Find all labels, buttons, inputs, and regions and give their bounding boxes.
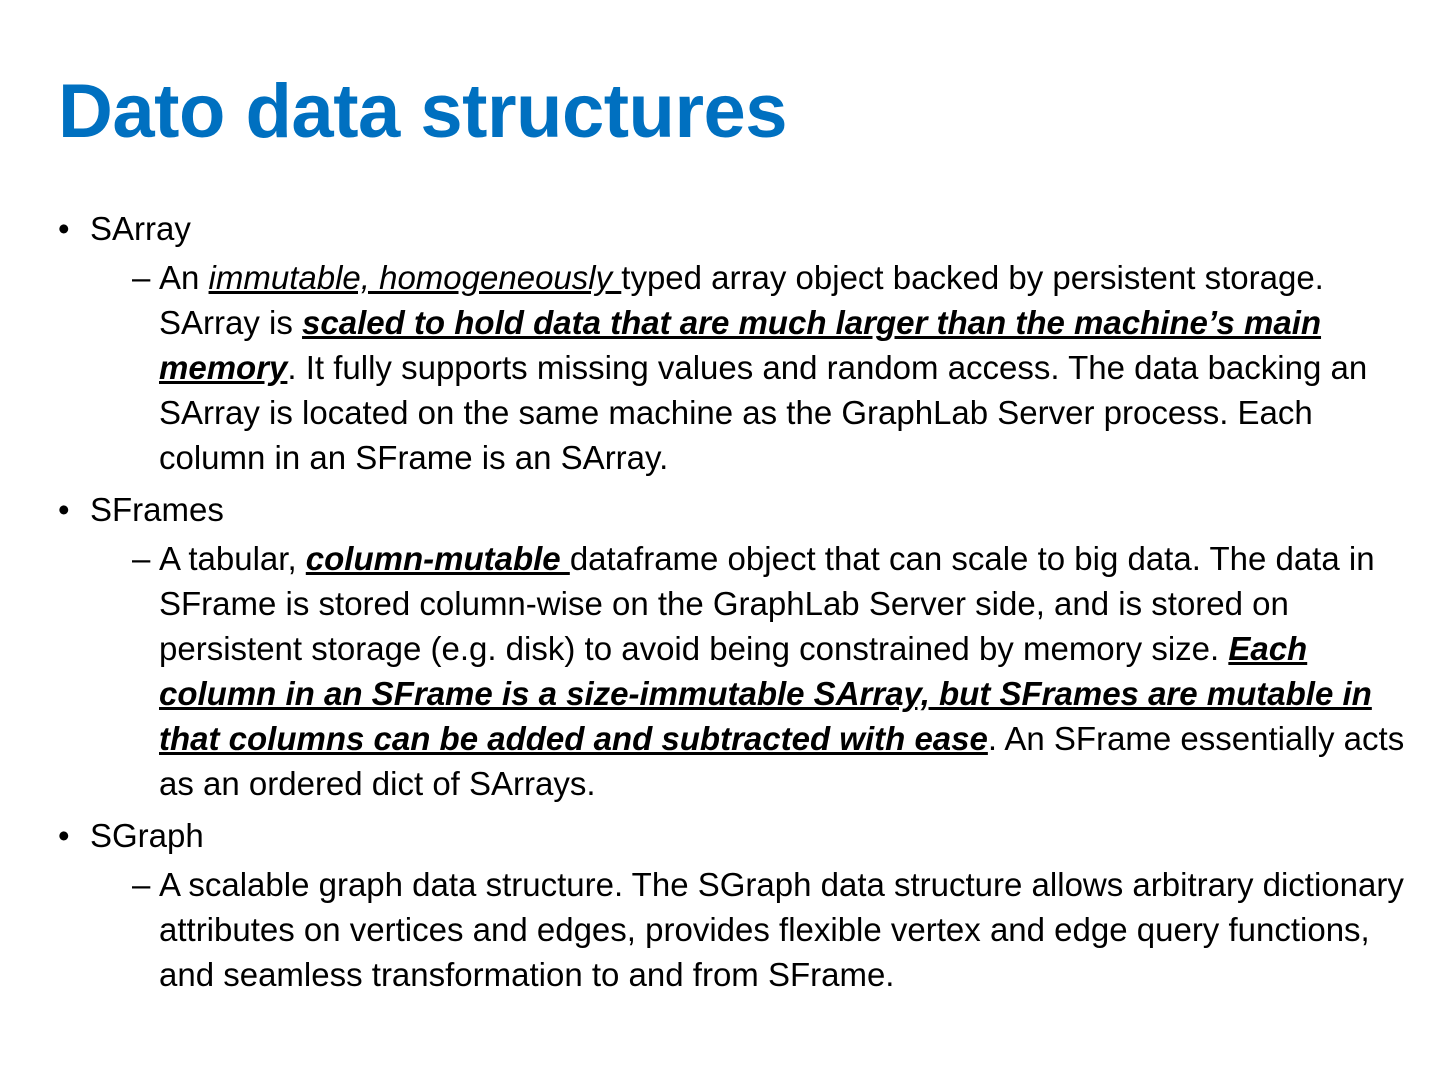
bullet-icon: • bbox=[58, 210, 70, 247]
text-run: An bbox=[159, 259, 209, 296]
dash-icon: – bbox=[132, 259, 151, 296]
bullet-icon: • bbox=[58, 817, 70, 854]
text-run: A scalable graph data structure. The SGraph data structure allows arbitrary dictionary attributes on vertices and edges, provides flexible vertex and edge query functions, and seamless transformation to and from SFrame. bbox=[159, 866, 1404, 993]
item-label: SArray bbox=[90, 210, 191, 247]
sub-item-sframes bbox=[132, 536, 1418, 806]
list-item-sarray bbox=[58, 207, 1418, 480]
text-run: . It fully supports missing values and random access. The data backing an SArray is located on the same machine as the GraphLab Server process. Each column in an SFrame is an SArray. bbox=[159, 349, 1368, 476]
sub-item-sarray bbox=[132, 255, 1418, 480]
text-run: A tabular, bbox=[159, 540, 306, 577]
emphasis-bold-italic-underline: column-mutable bbox=[305, 540, 570, 577]
slide-title: Dato data structures bbox=[58, 69, 788, 154]
list-item-sgraph bbox=[58, 814, 1418, 997]
text-run: . An SFrame essentially acts as an ordered dict of SArrays. bbox=[159, 720, 1405, 802]
bullet-list bbox=[58, 207, 1418, 1005]
list-item-sframes bbox=[58, 488, 1418, 806]
emphasis-bold-italic-underline: Each column in an SFrame is a size-immutable SArray, but SFrames are mutable in that columns can be added and subtracted with ease bbox=[159, 630, 1372, 757]
item-label: SGraph bbox=[90, 817, 204, 854]
text-run: dataframe object that can scale to big data. The data in SFrame is stored column-wise on the GraphLab Server side, and is stored on persistent storage (e.g. disk) to avoid being constrained by memory size. bbox=[159, 540, 1375, 667]
emphasis-italic-underline: immutable, homogeneously bbox=[208, 259, 622, 296]
dash-icon: – bbox=[132, 866, 151, 903]
sub-item-sgraph bbox=[132, 862, 1418, 997]
emphasis-bold-italic-underline: scaled to hold data that are much larger than the machine’s main memory bbox=[159, 304, 1322, 386]
item-label: SFrames bbox=[90, 491, 224, 528]
sub-list bbox=[90, 862, 1418, 997]
sub-list bbox=[90, 255, 1418, 480]
text-run: typed array object backed by persistent storage. SArray is bbox=[159, 259, 1324, 341]
dash-icon: – bbox=[132, 540, 151, 577]
sub-list bbox=[90, 536, 1418, 806]
bullet-icon: • bbox=[58, 491, 70, 528]
